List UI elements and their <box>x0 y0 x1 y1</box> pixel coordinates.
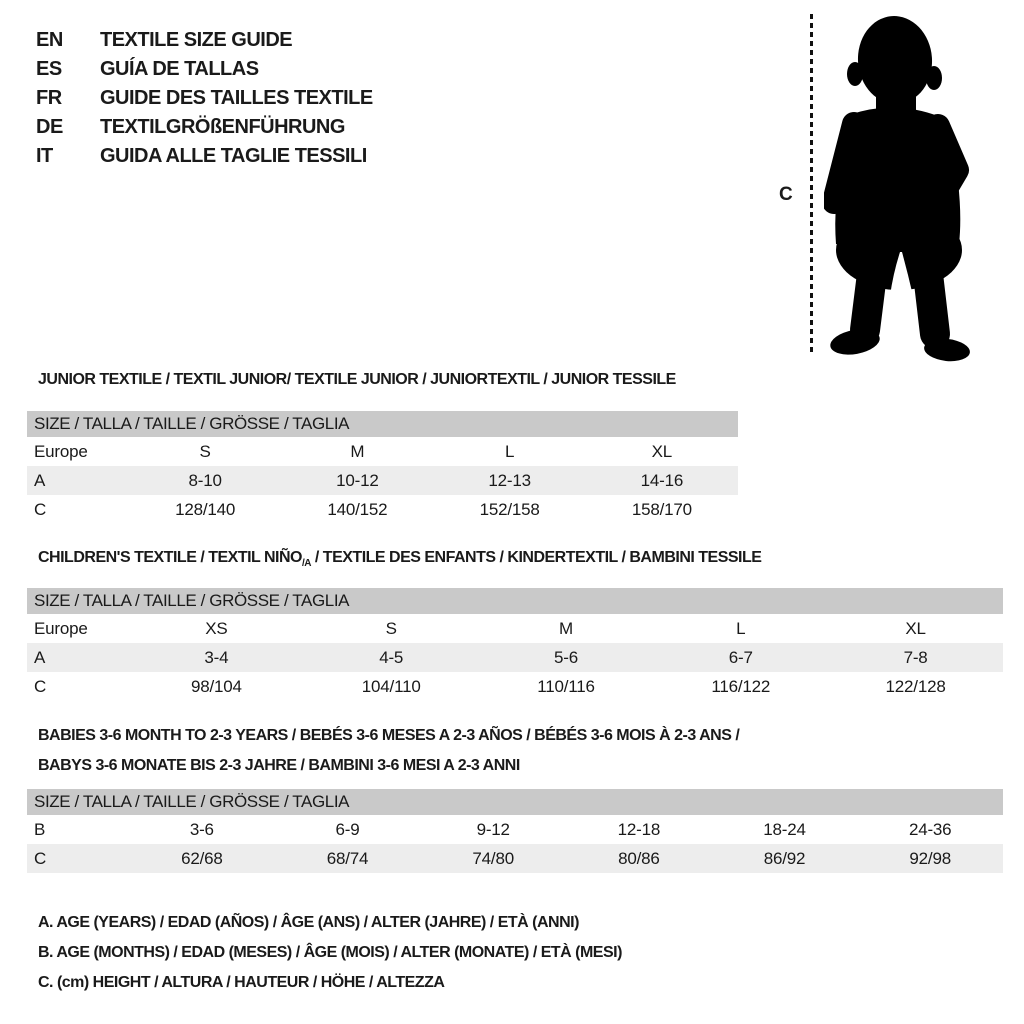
legend <box>38 908 622 998</box>
guide-title: GUÍA DE TALLAS <box>100 58 259 80</box>
guide-title: GUIDE DES TAILLES TEXTILE <box>100 87 373 109</box>
table-cell: M <box>559 619 573 638</box>
table-cell: 18-24 <box>763 820 806 839</box>
table-row-height <box>27 844 1003 873</box>
table-cell: 116/122 <box>711 677 771 696</box>
table-row-months <box>27 815 1003 844</box>
table-row-age <box>27 466 738 495</box>
row-label: A <box>34 471 46 490</box>
table-cell: 98/104 <box>191 677 242 696</box>
table-cell: 92/98 <box>909 849 951 868</box>
table-header-band: SIZE / TALLA / TAILLE / GRÖSSE / TAGLIA <box>27 411 738 437</box>
babies-size-table <box>27 789 1003 873</box>
table-cell: 140/152 <box>327 500 388 519</box>
table-row-europe <box>27 614 1003 643</box>
table-cell: 9-12 <box>476 820 510 839</box>
language-code: IT <box>36 145 53 167</box>
table-cell: 158/170 <box>631 500 692 519</box>
table-cell: XS <box>205 619 228 638</box>
table-cell: 3-6 <box>189 820 214 839</box>
language-code: EN <box>36 29 63 51</box>
heading-line-1: BABIES 3-6 MONTH TO 2-3 YEARS / BEBÉS 3-6 MESES A 2-3 AÑOS / BÉBÉS 3-6 MOIS À 2-3 ANS / <box>38 727 740 744</box>
children-size-table <box>27 588 1003 701</box>
table-cell: 4-5 <box>379 648 404 667</box>
heading-text: / TEXTILE DES ENFANTS / KINDERTEXTIL / BAMBINI TESSILE <box>310 549 762 566</box>
language-row-en <box>36 26 373 55</box>
section-heading-babies <box>38 721 739 781</box>
legend-line-c: C. (cm) HEIGHT / ALTURA / HAUTEUR / HÖHE / ALTEZZA <box>38 974 445 991</box>
section-heading-children <box>38 549 761 569</box>
table-header-band: SIZE / TALLA / TAILLE / GRÖSSE / TAGLIA <box>27 789 1003 815</box>
table-row-europe <box>27 437 738 466</box>
heading-line-2: BABYS 3-6 MONATE BIS 2-3 JAHRE / BAMBINI 3-6 MESI A 2-3 ANNI <box>38 757 520 774</box>
section-heading-junior: JUNIOR TEXTILE / TEXTIL JUNIOR/ TEXTILE JUNIOR / JUNIORTEXTIL / JUNIOR TESSILE <box>38 371 676 388</box>
row-label: C <box>34 849 47 868</box>
table-cell: XL <box>905 619 926 638</box>
height-measure-dashed-line <box>810 14 813 352</box>
language-row-de <box>36 113 373 142</box>
heading-text: CHILDREN'S TEXTILE / TEXTIL NIÑO <box>38 549 302 566</box>
table-cell: 122/128 <box>885 677 946 696</box>
language-row-es <box>36 55 373 84</box>
table-cell: S <box>199 442 211 461</box>
table-cell: 5-6 <box>554 648 578 667</box>
language-row-fr <box>36 84 373 113</box>
row-label: Europe <box>34 619 88 638</box>
table-cell: 86/92 <box>763 849 806 868</box>
row-label: C <box>34 677 47 696</box>
table-cell: 110/116 <box>537 677 595 696</box>
table-cell: 6-7 <box>728 648 753 667</box>
table-cell: 12-13 <box>488 471 531 490</box>
legend-line-b: B. AGE (MONTHS) / EDAD (MESES) / ÂGE (MOIS) / ALTER (MONATE) / ETÀ (MESI) <box>38 944 622 961</box>
language-code: FR <box>36 87 62 109</box>
table-cell: S <box>385 619 397 638</box>
table-cell: 80/86 <box>618 849 660 868</box>
table-cell: 128/140 <box>175 500 236 519</box>
table-cell: 10-12 <box>336 471 379 490</box>
junior-size-table <box>27 411 738 524</box>
table-cell: 74/80 <box>472 849 514 868</box>
table-cell: M <box>350 442 365 461</box>
table-cell: 152/158 <box>479 500 540 519</box>
table-cell: 68/74 <box>326 849 369 868</box>
language-code: DE <box>36 116 63 138</box>
table-cell: 104/110 <box>361 677 421 696</box>
row-label: A <box>34 648 46 667</box>
table-cell: 7-8 <box>903 648 928 667</box>
height-measure-label: C <box>779 184 793 205</box>
guide-title: TEXTILE SIZE GUIDE <box>100 29 293 51</box>
table-cell: L <box>504 442 515 461</box>
language-title-list <box>36 26 373 171</box>
table-cell: XL <box>651 442 673 461</box>
table-row-age <box>27 643 1003 672</box>
row-label: B <box>34 820 46 839</box>
guide-title: GUIDA ALLE TAGLIE TESSILI <box>100 145 367 167</box>
table-cell: 24-36 <box>908 820 952 839</box>
table-cell: 6-9 <box>335 820 360 839</box>
table-cell: 3-4 <box>204 648 229 667</box>
table-row-height <box>27 495 738 524</box>
heading-subscript: /A <box>301 558 311 569</box>
table-header-band: SIZE / TALLA / TAILLE / GRÖSSE / TAGLIA <box>27 588 1003 614</box>
guide-title: TEXTILGRÖßENFÜHRUNG <box>100 116 345 138</box>
table-row-height <box>27 672 1003 701</box>
row-label: Europe <box>34 442 88 461</box>
language-code: ES <box>36 58 62 80</box>
toddler-silhouette-icon <box>824 12 980 362</box>
language-row-it <box>36 142 373 171</box>
row-label: C <box>34 500 47 519</box>
table-cell: 14-16 <box>640 471 684 490</box>
table-cell: 8-10 <box>188 471 222 490</box>
table-cell: L <box>736 619 746 638</box>
table-cell: 12-18 <box>617 820 661 839</box>
legend-line-a: A. AGE (YEARS) / EDAD (AÑOS) / ÂGE (ANS) / ALTER (JAHRE) / ETÀ (ANNI) <box>38 914 579 931</box>
table-cell: 62/68 <box>181 849 223 868</box>
